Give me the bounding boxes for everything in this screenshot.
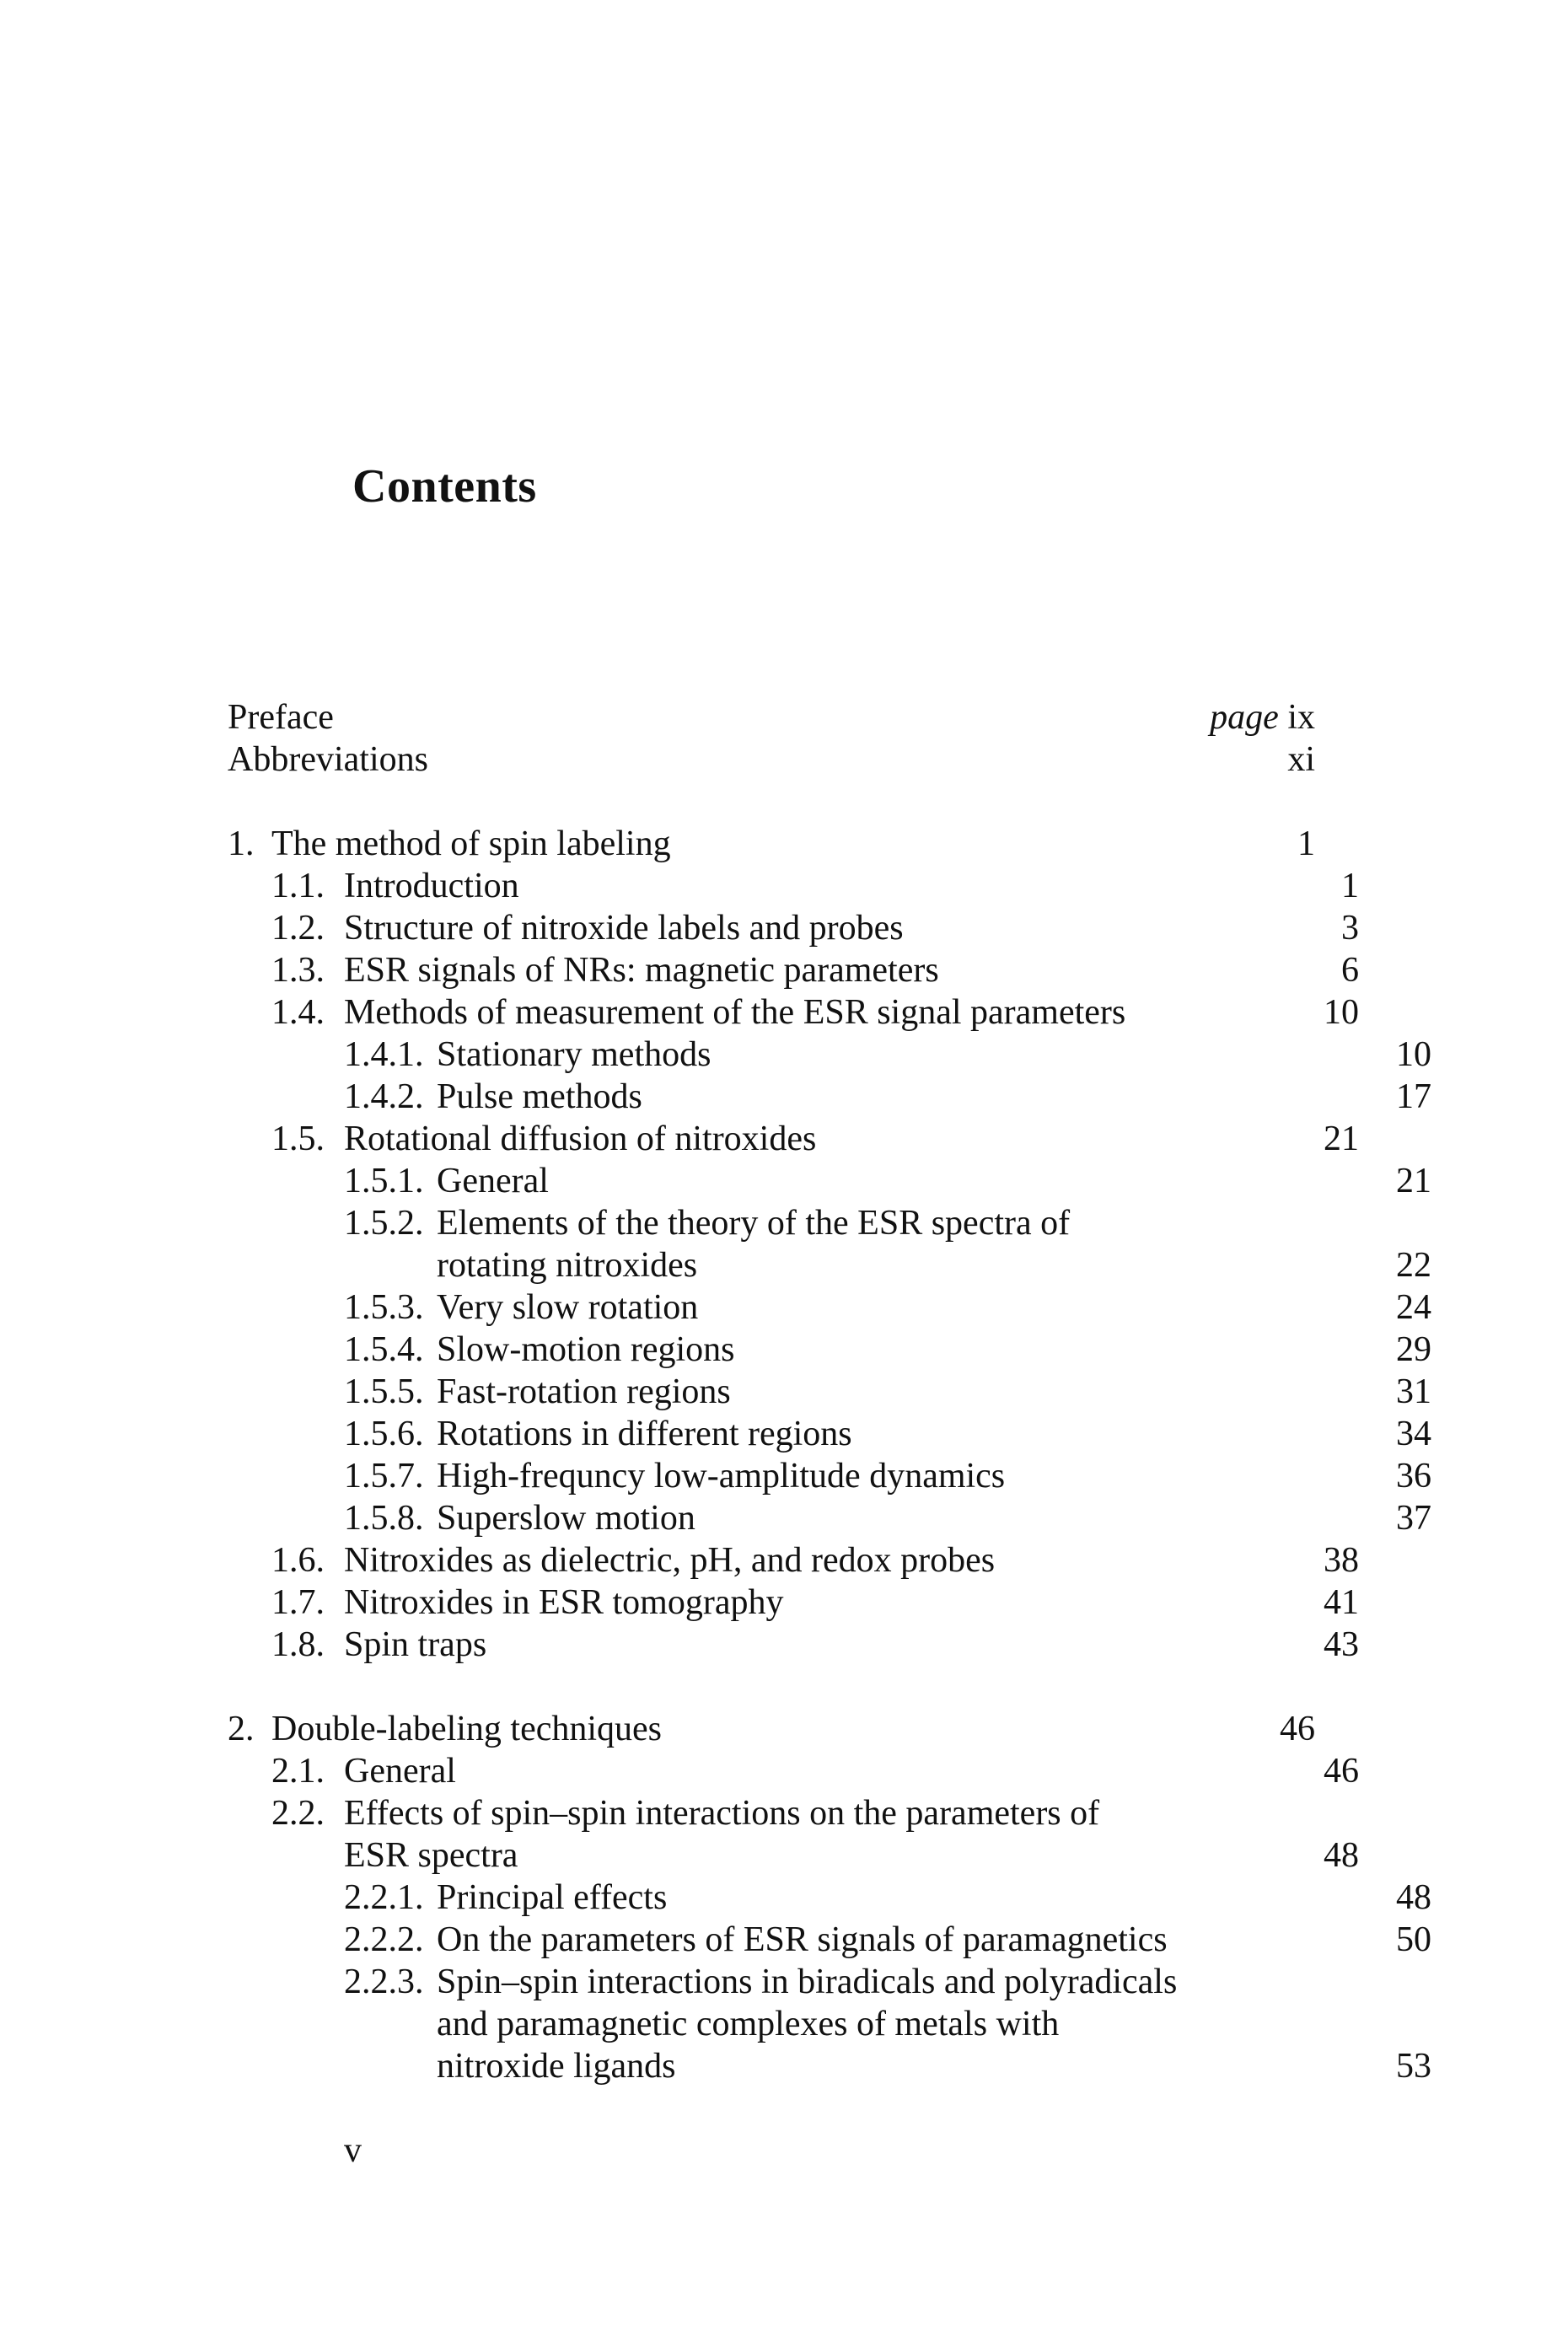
toc-entry-title: General: [344, 1752, 456, 1791]
toc-entry-title: Structure of nitroxide labels and probes: [344, 909, 904, 948]
toc-entry-number: 1.4.: [271, 993, 325, 1032]
toc-entry-title: Very slow rotation: [437, 1288, 699, 1327]
toc-entry-page: 21: [1324, 1120, 1359, 1158]
toc-entry-page: 48: [1324, 1836, 1359, 1875]
toc-entry-title: Nitroxides as dielectric, pH, and redox probes: [344, 1541, 996, 1580]
toc-entry-2-2-3-line2: [228, 2003, 1431, 2045]
table-of-contents: [228, 696, 1431, 2087]
toc-entry-title: Methods of measurement of the ESR signal parameters: [344, 993, 1126, 1032]
toc-entry-number: 1.5.5.: [344, 1372, 424, 1411]
toc-entry-2-2-3-line3: [228, 2045, 1431, 2087]
toc-entry-2-2-3-line1: [228, 1961, 1431, 2003]
toc-entry-1-4-2: [228, 1076, 1431, 1118]
toc-entry-number: 1.5.6.: [344, 1415, 424, 1453]
toc-entry-1-7: [228, 1581, 1359, 1624]
toc-entry-number: 1.4.2.: [344, 1077, 424, 1116]
toc-entry-1-5-4: [228, 1329, 1431, 1371]
page-title: Contents: [352, 460, 537, 513]
toc-entry-title: Stationary methods: [437, 1035, 712, 1074]
toc-entry-page: 1: [1341, 867, 1359, 905]
toc-entry-1-5-7: [228, 1455, 1431, 1497]
toc-entry-1-5-2-line2: [228, 1244, 1431, 1286]
toc-chapter-2: [228, 1708, 1315, 1750]
toc-entry-1-5: [228, 1118, 1359, 1160]
toc-entry-2-2-1: [228, 1877, 1431, 1919]
toc-entry-title-continued: and paramagnetic complexes of metals with: [437, 2005, 1060, 2043]
toc-entry-title: Preface: [228, 698, 334, 737]
toc-entry-number: 1.3.: [271, 951, 325, 990]
toc-entry-page: 29: [1396, 1330, 1431, 1369]
toc-entry-page: 46: [1324, 1752, 1359, 1791]
toc-entry-page: 3: [1341, 909, 1359, 948]
toc-entry-title: Abbreviations: [228, 740, 428, 779]
toc-entry-page: 50: [1396, 1920, 1431, 1959]
toc-entry-page: 24: [1396, 1288, 1431, 1327]
toc-entry-1-4: [228, 991, 1359, 1034]
toc-entry-title: On the parameters of ESR signals of paramagnetics: [437, 1920, 1168, 1959]
toc-entry-number: 2.: [228, 1710, 255, 1748]
toc-entry-page: 38: [1324, 1541, 1359, 1580]
toc-page-number: ix: [1287, 698, 1315, 737]
toc-entry-1-1: [228, 865, 1359, 907]
toc-entry-title: Nitroxides in ESR tomography: [344, 1583, 784, 1622]
toc-entry-number: 1.1.: [271, 867, 325, 905]
toc-entry-number: 2.1.: [271, 1752, 325, 1791]
toc-entry-number: 1.: [228, 824, 255, 863]
toc-entry-number: 1.5.4.: [344, 1330, 424, 1369]
toc-entry-page: 53: [1396, 2047, 1431, 2086]
section-gap: [228, 1666, 1315, 1708]
toc-entry-1-6: [228, 1539, 1359, 1581]
toc-entry-page: 1: [1297, 824, 1315, 863]
toc-entry-2-2-line1: [228, 1792, 1359, 1834]
toc-entry-number: 1.2.: [271, 909, 325, 948]
toc-entry-page: 10: [1324, 993, 1359, 1032]
toc-entry-page: 37: [1396, 1499, 1431, 1538]
toc-entry-title-continued: rotating nitroxides: [437, 1246, 698, 1285]
toc-entry-abbreviations: [228, 738, 1315, 781]
toc-entry-1-8: [228, 1624, 1359, 1666]
toc-chapter-1: [228, 823, 1315, 865]
toc-entry-title: The method of spin labeling: [271, 824, 671, 863]
toc-entry-number: 2.2.: [271, 1794, 325, 1833]
toc-entry-number: 1.4.1.: [344, 1035, 424, 1074]
toc-entry-page: 31: [1396, 1372, 1431, 1411]
toc-entry-page: xi: [1287, 740, 1315, 779]
toc-entry-number: 1.5.2.: [344, 1204, 424, 1243]
toc-entry-page: 36: [1396, 1457, 1431, 1496]
toc-entry-title: Slow-motion regions: [437, 1330, 735, 1369]
toc-entry-number: 1.5.3.: [344, 1288, 424, 1327]
toc-entry-1-5-3: [228, 1286, 1431, 1329]
toc-entry-page: 10: [1396, 1035, 1431, 1074]
toc-entry-title: Principal effects: [437, 1878, 668, 1917]
toc-entry-title: Spin–spin interactions in biradicals and polyradicals: [437, 1963, 1178, 2001]
toc-entry-page: 17: [1396, 1077, 1431, 1116]
toc-entry-number: 1.8.: [271, 1625, 325, 1664]
toc-entry-1-2: [228, 907, 1359, 949]
toc-entry-page: 41: [1324, 1583, 1359, 1622]
toc-entry-title: Introduction: [344, 867, 519, 905]
toc-entry-page: 6: [1341, 951, 1359, 990]
toc-entry-number: 1.5.: [271, 1120, 325, 1158]
toc-entry-title: Rotational diffusion of nitroxides: [344, 1120, 817, 1158]
toc-entry-number: 1.5.7.: [344, 1457, 424, 1496]
toc-entry-1-5-1: [228, 1160, 1431, 1202]
toc-entry-number: 2.2.1.: [344, 1878, 424, 1917]
toc-entry-title: Pulse methods: [437, 1077, 642, 1116]
toc-entry-preface: [228, 696, 1315, 738]
toc-entry-number: 1.5.1.: [344, 1162, 424, 1200]
toc-entry-page: [1210, 696, 1315, 738]
toc-entry-1-4-1: [228, 1034, 1431, 1076]
toc-entry-1-5-8: [228, 1497, 1431, 1539]
toc-entry-2-2-line2: [228, 1834, 1359, 1877]
toc-entry-title: Rotations in different regions: [437, 1415, 852, 1453]
toc-entry-title: Elements of the theory of the ESR spectra of: [437, 1204, 1071, 1243]
toc-entry-title: High-frequncy low-amplitude dynamics: [437, 1457, 1006, 1496]
toc-entry-title: Superslow motion: [437, 1499, 695, 1538]
page-word: page: [1210, 698, 1279, 737]
toc-entry-title: General: [437, 1162, 549, 1200]
toc-entry-title-continued: nitroxide ligands: [437, 2047, 676, 2086]
page-folio: v: [344, 2131, 362, 2170]
toc-entry-2-1: [228, 1750, 1359, 1792]
toc-entry-title: Double-labeling techniques: [271, 1710, 663, 1748]
toc-entry-title: Fast-rotation regions: [437, 1372, 731, 1411]
toc-entry-page: 21: [1396, 1162, 1431, 1200]
toc-entry-page: 43: [1324, 1625, 1359, 1664]
toc-entry-1-3: [228, 949, 1359, 991]
toc-entry-page: 22: [1396, 1246, 1431, 1285]
toc-entry-page: 34: [1396, 1415, 1431, 1453]
toc-entry-2-2-2: [228, 1919, 1431, 1961]
toc-entry-title: Spin traps: [344, 1625, 487, 1664]
toc-entry-number: 1.6.: [271, 1541, 325, 1580]
toc-entry-1-5-5: [228, 1371, 1431, 1413]
section-gap: [228, 781, 1315, 823]
toc-entry-number: 1.7.: [271, 1583, 325, 1622]
toc-entry-title: ESR signals of NRs: magnetic parameters: [344, 951, 939, 990]
toc-entry-number: 1.5.8.: [344, 1499, 424, 1538]
toc-entry-page: 46: [1280, 1710, 1315, 1748]
toc-entry-title: Effects of spin–spin interactions on the parameters of: [344, 1794, 1100, 1833]
toc-entry-title-continued: ESR spectra: [344, 1836, 518, 1875]
toc-entry-number: 2.2.2.: [344, 1920, 424, 1959]
toc-entry-number: 2.2.3.: [344, 1963, 424, 2001]
toc-entry-1-5-2-line1: [228, 1202, 1431, 1244]
toc-entry-page: 48: [1396, 1878, 1431, 1917]
toc-entry-1-5-6: [228, 1413, 1431, 1455]
